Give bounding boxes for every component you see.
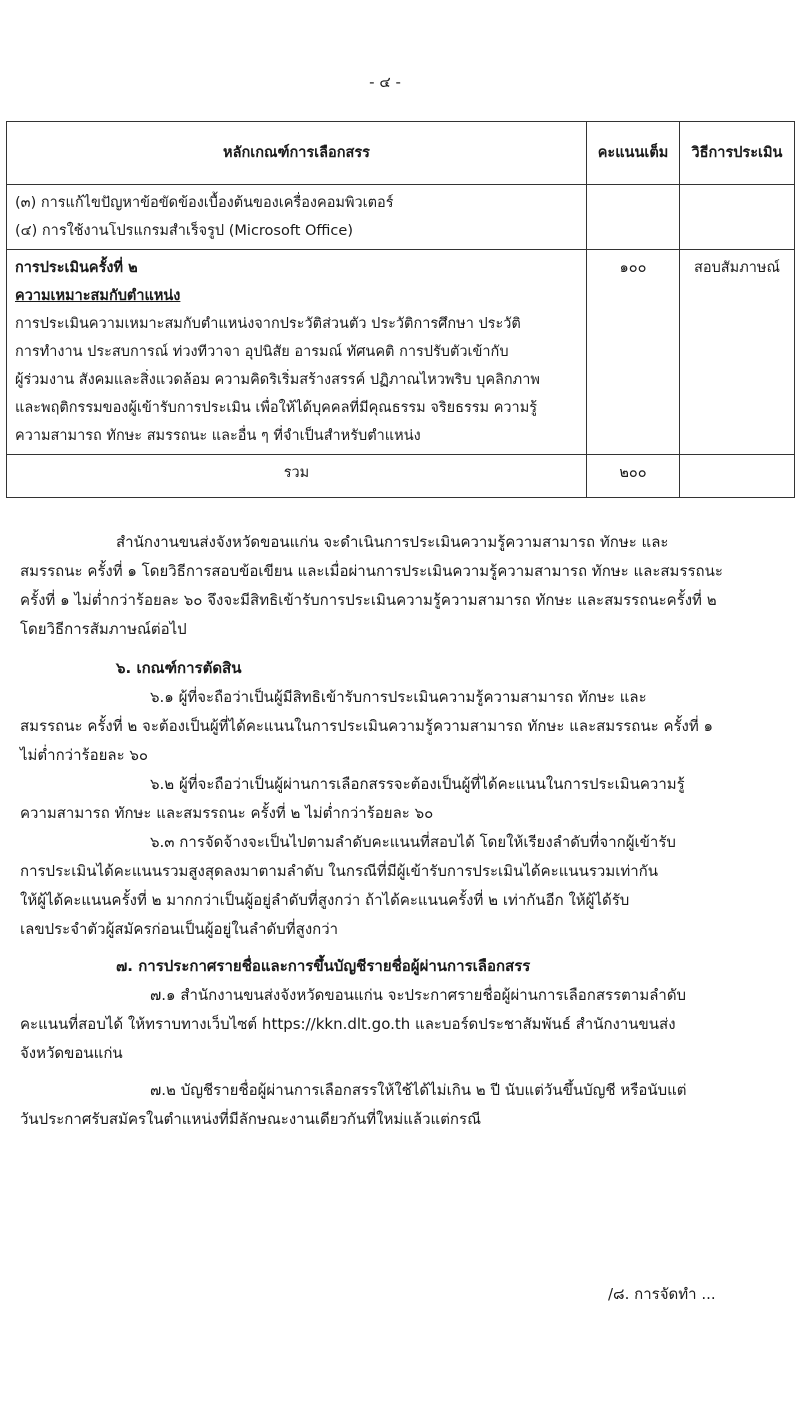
- section-7-2: [20, 1076, 762, 1134]
- text-line: การประเมินได้คะแนนรวมสูงสุดลงมาตามลำดับ ในกรณีที่มีผู้เข้ารับการประเมินได้คะแนนรวมเท่ากัน: [20, 862, 659, 880]
- table-row: [7, 185, 795, 250]
- method-cell: [680, 185, 795, 250]
- text-line: ให้ผู้ได้คะแนนครั้งที่ ๒ มากกว่าเป็นผู้อยู่ลำดับที่สูงกว่า ถ้าได้คะแนนครั้งที่ ๒ เท่ากันอีก ให้ผู้ได้รับ: [20, 891, 630, 909]
- table-header-row: [7, 122, 795, 185]
- intro-paragraph: [20, 528, 762, 644]
- text-line: ๖.๑ ผู้ที่จะถือว่าเป็นผู้มีสิทธิเข้ารับการประเมินความรู้ความสามารถ ทักษะ และ: [150, 688, 647, 706]
- assessment-subtitle: ความเหมาะสมกับตำแหน่ง: [15, 288, 181, 304]
- text-line: วันประกาศรับสมัครในตำแหน่งที่มีลักษณะงานเดียวกันที่ใหม่แล้วแต่กรณี: [20, 1110, 481, 1128]
- text-line: ๖.๓ การจัดจ้างจะเป็นไปตามลำดับคะแนนที่สอบได้ โดยให้เรียงลำดับที่จากผู้เข้ารับ: [150, 833, 676, 851]
- method-cell: สอบสัมภาษณ์: [680, 250, 795, 455]
- table-row: [7, 250, 795, 455]
- total-label: รวม: [7, 455, 587, 498]
- text-line: สมรรถนะ ครั้งที่ ๒ จะต้องเป็นผู้ที่ได้คะแนนในการประเมินความรู้ความสามารถ ทักษะ และสมรรถนะ ครั้งที่ ๑: [20, 717, 714, 735]
- section-7-heading: ๗. การประกาศรายชื่อและการขึ้นบัญชีรายชื่อผู้ผ่านการเลือกสรร: [116, 957, 531, 975]
- criteria-table: [6, 121, 795, 498]
- text-line: สมรรถนะ ครั้งที่ ๑ โดยวิธีการสอบข้อเขียน และเมื่อผ่านการประเมินความรู้ความสามารถ ทักษะ และสมรรถนะ: [20, 562, 723, 580]
- text-line: โดยวิธีการสัมภาษณ์ต่อไป: [20, 620, 187, 638]
- section-6-1: [20, 683, 762, 770]
- total-score: ๒๐๐: [587, 455, 680, 498]
- section-6-heading: ๖. เกณฑ์การตัดสิน: [116, 659, 242, 677]
- text-line: สำนักงานขนส่งจังหวัดขอนแก่น จะดำเนินการประเมินความรู้ความสามารถ ทักษะ และ: [116, 533, 669, 551]
- criteria-line: ความสามารถ ทักษะ สมรรถนะ และอื่น ๆ ที่จำเป็นสำหรับตำแหน่ง: [15, 428, 421, 444]
- page-number: - ๔ -: [369, 73, 401, 91]
- criteria-line: (๔) การใช้งานโปรแกรมสำเร็จรูป (Microsoft Office): [15, 223, 353, 239]
- continuation-note: /๘. การจัดทำ ...: [608, 1285, 716, 1303]
- section-6-3: [20, 828, 762, 944]
- total-method: [680, 455, 795, 498]
- criteria-line: และพฤติกรรมของผู้เข้ารับการประเมิน เพื่อให้ได้บุคคลที่มีคุณธรรม จริยธรรม ความรู้: [15, 400, 538, 416]
- section-7-1: [20, 981, 762, 1068]
- header-full-score: คะแนนเต็ม: [587, 122, 680, 185]
- score-cell: ๑๐๐: [587, 250, 680, 455]
- text-line: คะแนนที่สอบได้ ให้ทราบทางเว็บไซต์ https://kkn.dlt.go.th และบอร์ดประชาสัมพันธ์ สำนักงานขนส่ง: [20, 1015, 676, 1033]
- criteria-cell: [7, 185, 587, 250]
- criteria-line: การประเมินความเหมาะสมกับตำแหน่งจากประวัติส่วนตัว ประวัติการศึกษา ประวัติ: [15, 316, 521, 332]
- assessment-title: การประเมินครั้งที่ ๒: [15, 260, 138, 276]
- criteria-cell: [7, 250, 587, 455]
- header-method: วิธีการประเมิน: [680, 122, 795, 185]
- criteria-line: (๓) การแก้ไขปัญหาข้อขัดข้องเบื้องต้นของเครื่องคอมพิวเตอร์: [15, 195, 394, 211]
- text-line: ความสามารถ ทักษะ และสมรรถนะ ครั้งที่ ๒ ไม่ต่ำกว่าร้อยละ ๖๐: [20, 804, 434, 822]
- criteria-line: การทำงาน ประสบการณ์ ท่วงทีวาจา อุปนิสัย อารมณ์ ทัศนคติ การปรับตัวเข้ากับ: [15, 344, 509, 360]
- text-line: ไม่ต่ำกว่าร้อยละ ๖๐: [20, 746, 149, 764]
- text-line: จังหวัดขอนแก่น: [20, 1044, 123, 1062]
- header-criteria: หลักเกณฑ์การเลือกสรร: [7, 122, 587, 185]
- total-row: [7, 455, 795, 498]
- text-line: เลขประจำตัวผู้สมัครก่อนเป็นผู้อยู่ในลำดับที่สูงกว่า: [20, 920, 339, 938]
- text-line: ๗.๒ บัญชีรายชื่อผู้ผ่านการเลือกสรรให้ใช้ได้ไม่เกิน ๒ ปี นับแต่วันขึ้นบัญชี หรือนับแต่: [150, 1081, 687, 1099]
- criteria-line: ผู้ร่วมงาน สังคมและสิ่งแวดล้อม ความคิดริเริ่มสร้างสรรค์ ปฏิภาณไหวพริบ บุคลิกภาพ: [15, 372, 540, 388]
- text-line: ๗.๑ สำนักงานขนส่งจังหวัดขอนแก่น จะประกาศรายชื่อผู้ผ่านการเลือกสรรตามลำดับ: [150, 986, 687, 1004]
- section-6-2: [20, 770, 762, 828]
- score-cell: [587, 185, 680, 250]
- text-line: ครั้งที่ ๑ ไม่ต่ำกว่าร้อยละ ๖๐ จึงจะมีสิทธิเข้ารับการประเมินความรู้ความสามารถ ทักษะ และสมรรถนะครั้งที่ ๒: [20, 591, 717, 609]
- text-line: ๖.๒ ผู้ที่จะถือว่าเป็นผู้ผ่านการเลือกสรรจะต้องเป็นผู้ที่ได้คะแนนในการประเมินความรู้: [150, 775, 685, 793]
- document-body: [20, 528, 762, 1134]
